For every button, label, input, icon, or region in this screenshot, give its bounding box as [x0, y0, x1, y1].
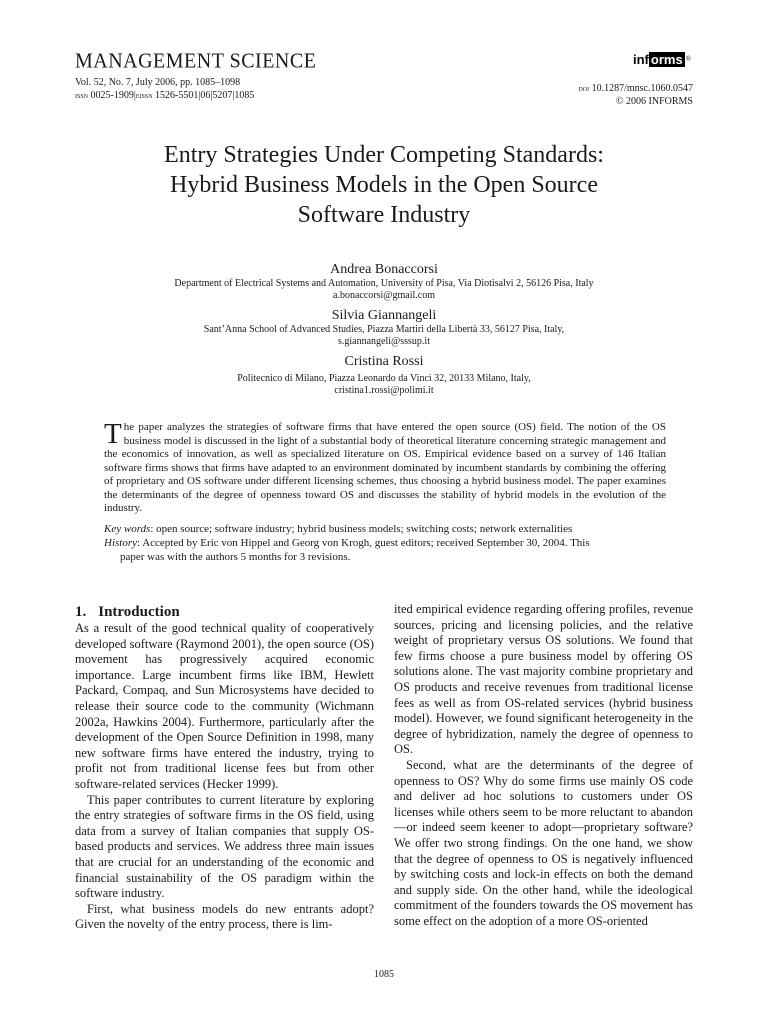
paragraph: As a result of the good technical quality of cooperatively developed software (Raymond 2001), the open source (OS) movement has progressively acquired economic importance. Large incumbent firms like IBM, Hewlett Packard, Compaq, and Sun Microsystems have decided to release their source code to the community (Wichmann 2002a, Hawkins 2004). Furthermore, particularly after the development of the Open Source Definition in 1998, many new software firms have entered the industry, trying to profit not from traditional license fees but from other software-related services (Hecker 1999). [75, 621, 374, 791]
history [104, 537, 666, 551]
history-label: History [104, 537, 137, 549]
paragraph: This paper contributes to current literature by exploring the entry strategies of software firms in the OS field, using data from a survey of Italian companies that supply OS-based products and services. We address three main issues that are crucial for an understanding of the economic and financial sustainability of the OS paradigm within the software industry. [75, 792, 374, 901]
copyright: © 2006 INFORMS [615, 96, 693, 107]
history-text: : Accepted by Eric von Hippel and Georg von Krogh, guest editors; received September 30, 2004. This [137, 537, 590, 549]
author-email[interactable]: cristina1.rossi@polimi.it [334, 385, 434, 396]
issn-label: issn [75, 90, 89, 100]
author-affiliation: Politecnico di Milano, Piazza Leonardo da Vinci 32, 20133 Milano, Italy, [237, 373, 531, 384]
eissn-value: 1526-5501|06|5207|1085 [155, 90, 255, 101]
author-email[interactable]: s.giannangeli@sssup.it [338, 336, 430, 347]
section-title: Introduction [98, 604, 180, 620]
paper-title [75, 140, 693, 230]
left-column [75, 603, 374, 933]
paragraph: Second, what are the determinants of the degree of openness to OS? Why do some firms use mainly OS code and deliver ad hoc solutions to customers under OS licenses while others seem to be more reluctant to abandon—or indeed seem keener to adopt—proprietary software? We offer two strong findings. On the one hand, we show that the degree of openness to OS is negatively influenced by switching costs and lock-in effects on both the demand and supply side. On the other hand, while the ideological commitment of the founders towards the OS movement has some effect on the adoption of a more OS-oriented [394, 757, 693, 928]
doi-label: doi [578, 83, 590, 93]
section-heading [75, 603, 374, 621]
paragraph: ited empirical evidence regarding offering profiles, revenue sources, pricing and licensing policies, and the relative weight of proprietary versus OS solutions. We found that few firms choose a pure business model by offering OS solutions alone. The vast majority combine proprietary and OS products and receive revenues from traditional license fees as well as from OS-related services (hybrid business model). However, we found significant heterogeneity in the degree of hybridization, namely the degree of openness to OS. [394, 602, 693, 757]
keywords [104, 523, 666, 537]
abstract [104, 418, 666, 516]
title-line: Hybrid Business Models in the Open Source [170, 172, 598, 198]
title-line: Entry Strategies Under Competing Standards: [164, 142, 604, 168]
title-line: Software Industry [297, 202, 471, 228]
author-affiliation: Sant’Anna School of Advanced Studies, Piazza Martiri della Libertà 33, 56127 Pisa, Italy, [203, 324, 565, 335]
author-affiliation: Department of Electrical Systems and Automation, University of Pisa, Via Diotisalvi 2, 56126 Pisa, Italy [174, 278, 594, 289]
doi-value[interactable]: 10.1287/mnsc.1060.0547 [591, 83, 693, 94]
author-email[interactable]: a.bonaccorsi@gmail.com [333, 290, 435, 301]
keywords-label: Key words [104, 523, 151, 535]
eissn-label: eissn [135, 90, 153, 100]
author-name: Cristina Rossi [344, 354, 424, 369]
issn-value: 0025-1909 [90, 90, 134, 101]
logo-text-left: inf [633, 51, 649, 67]
logo-text-right: orms [650, 51, 683, 67]
doi-line [578, 82, 693, 95]
author-name: Andrea Bonaccorsi [330, 262, 438, 277]
journal-name: MANAGEMENT SCIENCE [75, 49, 317, 73]
keywords-text: : open source; software industry; hybrid business models; switching costs; network externalities [150, 523, 573, 535]
paragraph: First, what business models do new entrants adopt? Given the novelty of the entry process, there is lim- [75, 901, 374, 932]
history-continuation: paper was with the authors 5 months for 3 revisions. [120, 551, 351, 563]
section-number: 1. [75, 604, 87, 620]
logo-registered: ® [685, 55, 692, 63]
informs-logo[interactable] [633, 50, 691, 68]
page-number: 1085 [374, 969, 394, 980]
abstract-dropcap: T [104, 418, 122, 450]
right-column [394, 602, 693, 929]
abstract-text: he paper analyzes the strategies of software firms that have entered the open source (OS) field. The notion of the OS business model is discussed in the light of a substantial body of theoretical literature concerning strategic management and the economics of innovation, as well as specialized literature on OS. Empirical evidence based on a survey of 146 Italian software firms shows that firms have adapted to an environment dominated by incumbent standards by combining the offering of proprietary and OS software under different licensing schemes, thus choosing a hybrid business model. The paper examines the determinants of the degree of openness toward OS and discusses the stability of hybrid models in the evolution of the industry. [104, 421, 666, 514]
author-name: Silvia Giannangeli [331, 308, 437, 323]
volume-line: Vol. 52, No. 7, July 2006, pp. 1085–1098 [75, 77, 241, 88]
issn-line: issn 0025-1909|eissn 1526-5501|06|5207|1085 [75, 90, 255, 101]
